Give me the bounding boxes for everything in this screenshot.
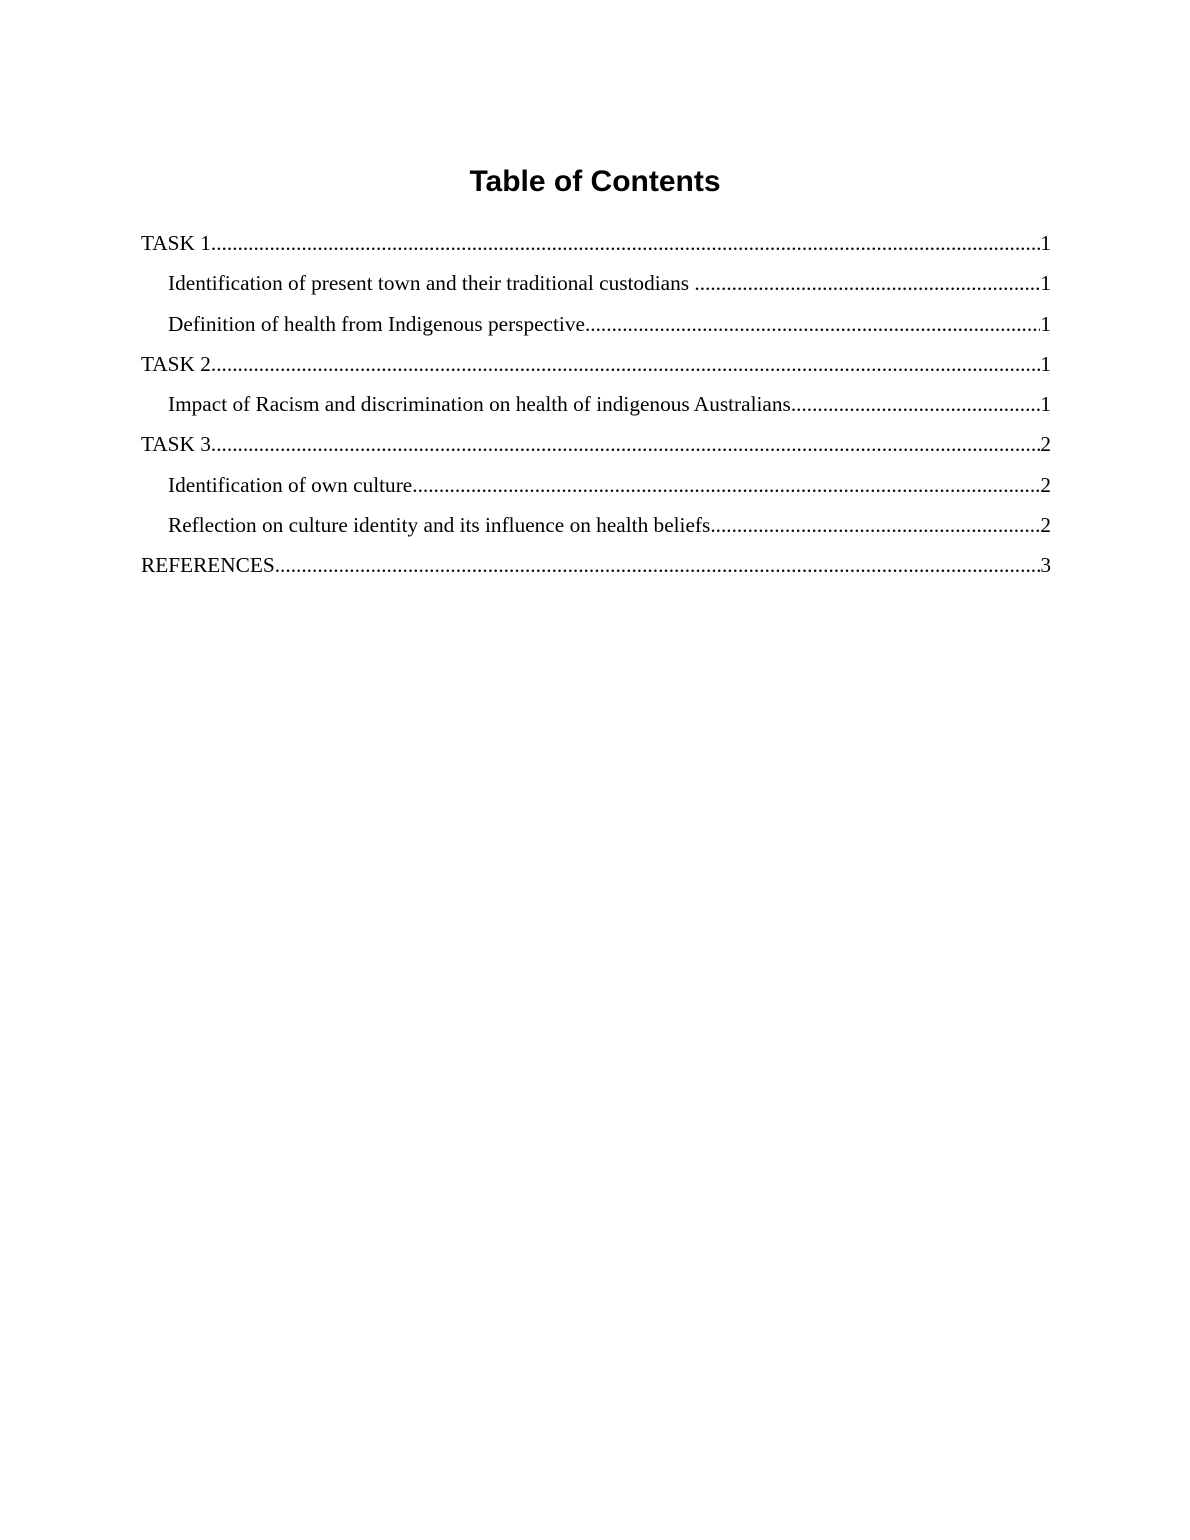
toc-entry-label: REFERENCES [141, 553, 275, 578]
toc-entry-label: TASK 3 [141, 432, 211, 457]
dot-leader [211, 226, 1040, 260]
toc-entry-definition-of-health[interactable] [141, 307, 1051, 347]
toc-entry-identification-of-own-culture[interactable] [141, 468, 1051, 508]
dot-leader [211, 347, 1040, 381]
toc-entry-page-number: 2 [1040, 472, 1051, 497]
toc-entry-label: Impact of Racism and discrimination on health of indigenous Australians [168, 392, 791, 417]
toc-title: Table of Contents [469, 165, 721, 198]
dot-leader [412, 468, 1040, 502]
toc-entry-label: Definition of health from Indigenous perspective [168, 311, 585, 336]
toc-entry-label: Reflection on culture identity and its influence on health beliefs [168, 513, 711, 538]
toc-entry-page-number: 2 [1040, 432, 1051, 457]
toc-entry-page-number: 3 [1040, 553, 1051, 578]
toc-entry-label: TASK 1 [141, 231, 211, 255]
toc-entry-task-1[interactable] [141, 226, 1051, 266]
toc-entry-page-number: 1 [1040, 351, 1051, 376]
dot-leader [275, 548, 1041, 582]
toc-entry-page-number: 1 [1040, 271, 1051, 296]
toc-list [141, 226, 1051, 589]
toc-entry-impact-of-racism[interactable] [141, 387, 1051, 427]
toc-entry-page-number: 1 [1040, 392, 1051, 417]
toc-entry-reflection-on-culture[interactable] [141, 508, 1051, 548]
toc-entry-page-number: 1 [1040, 311, 1051, 336]
toc-entry-label: Identification of present town and their traditional custodians [168, 271, 695, 296]
toc-entry-page-number: 2 [1040, 513, 1051, 538]
dot-leader [694, 266, 1040, 300]
toc-entry-references[interactable] [141, 548, 1051, 588]
toc-entry-task-3[interactable] [141, 427, 1051, 467]
toc-entry-task-2[interactable] [141, 347, 1051, 387]
toc-entry-page-number: 1 [1040, 231, 1051, 255]
toc-entry-identification-of-town[interactable] [141, 266, 1051, 306]
dot-leader [211, 427, 1040, 461]
dot-leader [710, 508, 1040, 542]
toc-entry-label: TASK 2 [141, 351, 211, 376]
dot-leader [791, 387, 1041, 421]
toc-entry-label: Identification of own culture [168, 472, 413, 497]
dot-leader [585, 307, 1040, 341]
